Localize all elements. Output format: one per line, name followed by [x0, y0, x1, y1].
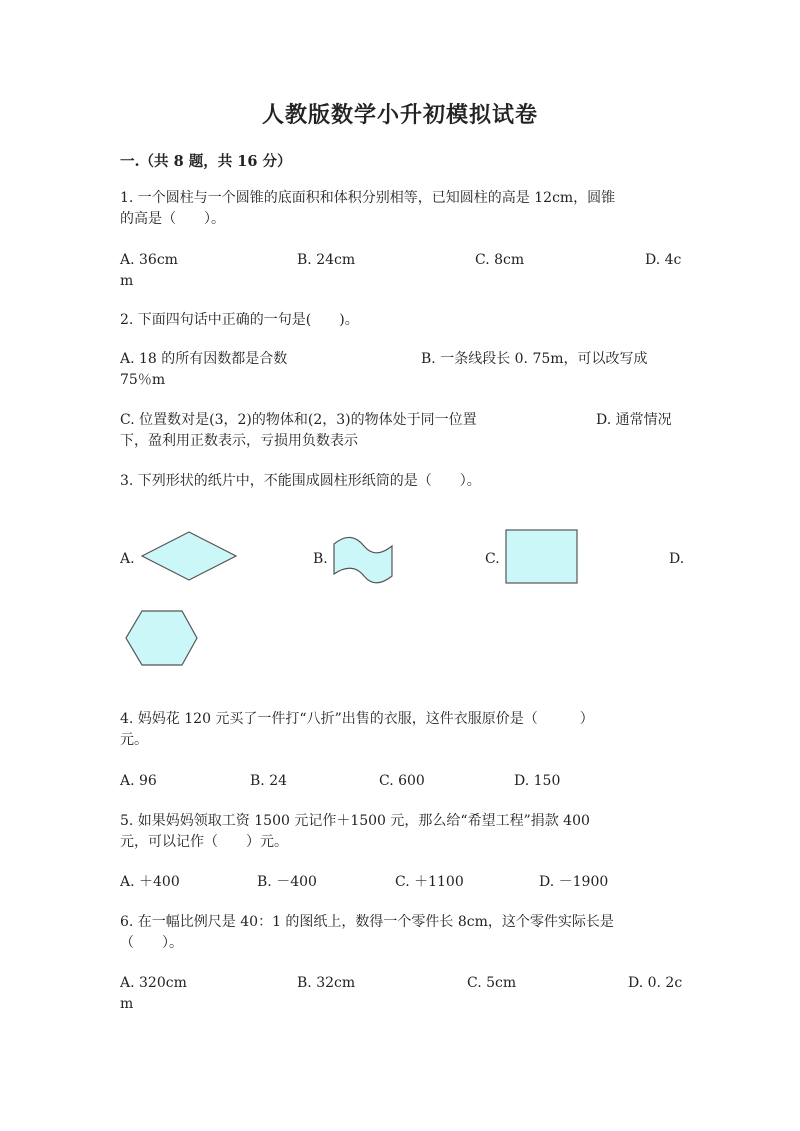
question-6-text-cont: （ ）。: [120, 935, 183, 951]
rectangle-shape: [504, 528, 580, 586]
question-2-option-d-wrap: 下，盈利用正数表示，亏损用负数表示: [120, 433, 358, 449]
question-1-option-a: A. 36cm: [120, 252, 178, 268]
wavy-rectangle-shape: [330, 536, 396, 588]
question-2-option-b-wrap: 75％m: [120, 372, 166, 388]
question-4-option-b: B. 24: [250, 773, 288, 789]
question-3-option-c-label: C.: [485, 551, 500, 567]
question-4-option-d: D. 150: [514, 773, 561, 789]
question-2-text: 2. 下面四句话中正确的一句是( )。: [120, 312, 359, 328]
question-1-option-d: D. 4c: [645, 252, 682, 268]
question-4-option-c: C. 600: [379, 773, 425, 789]
question-2-option-a: A. 18 的所有因数都是合数: [120, 351, 288, 367]
question-6-option-b: B. 32cm: [297, 975, 356, 991]
question-5-option-c: C. ＋1100: [395, 874, 464, 890]
question-2-option-d: D. 通常情况: [596, 412, 672, 428]
question-6-option-d-wrap: m: [120, 996, 134, 1012]
question-1-option-d-wrap: m: [120, 273, 134, 289]
hexagon-shape: [122, 608, 202, 668]
question-1-option-c: C. 8cm: [475, 252, 525, 268]
question-6-option-a: A. 320cm: [120, 975, 187, 991]
question-5-option-d: D. －1900: [539, 874, 609, 890]
question-4-text-cont: 元。: [120, 732, 148, 748]
rhombus-shape: [138, 528, 240, 584]
question-1-option-b: B. 24cm: [297, 252, 356, 268]
question-1-text: 1. 一个圆柱与一个圆锥的底面积和体积分别相等，已知圆柱的高是 12cm，圆锥: [120, 190, 616, 206]
question-5-text: 5. 如果妈妈领取工资 1500 元记作＋1500 元，那么给“希望工程”捐款 400: [120, 813, 590, 829]
question-3-text: 3. 下列形状的纸片中，不能围成圆柱形纸筒的是（ ）。: [120, 473, 481, 489]
question-3-option-d-label: D.: [669, 551, 685, 567]
question-3-option-a-label: A.: [120, 551, 135, 567]
page-title: 人教版数学小升初模拟试卷: [261, 102, 538, 128]
question-6-text: 6. 在一幅比例尺是 40：1 的图纸上，数得一个零件长 8cm，这个零件实际长是: [120, 914, 614, 930]
question-6-option-c: C. 5cm: [467, 975, 517, 991]
question-5-text-cont: 元，可以记作（ ）元。: [120, 834, 288, 850]
question-2-option-c: C. 位置数对是(3，2)的物体和(2，3)的物体处于同一位置: [120, 412, 477, 428]
question-1-text-cont: 的高是（ ）。: [120, 211, 225, 227]
question-5-option-a: A. ＋400: [120, 874, 180, 890]
question-6-option-d: D. 0. 2c: [628, 975, 683, 991]
question-2-option-b: B. 一条线段长 0. 75m，可以改写成: [421, 351, 648, 367]
question-4-text: 4. 妈妈花 120 元买了一件打“八折”出售的衣服，这件衣服原价是（ ）: [120, 711, 594, 727]
section-heading: 一.（共 8 题，共 16 分）: [120, 153, 292, 170]
question-4-option-a: A. 96: [120, 773, 157, 789]
question-5-option-b: B. －400: [257, 874, 317, 890]
question-3-option-b-label: B.: [313, 551, 328, 567]
